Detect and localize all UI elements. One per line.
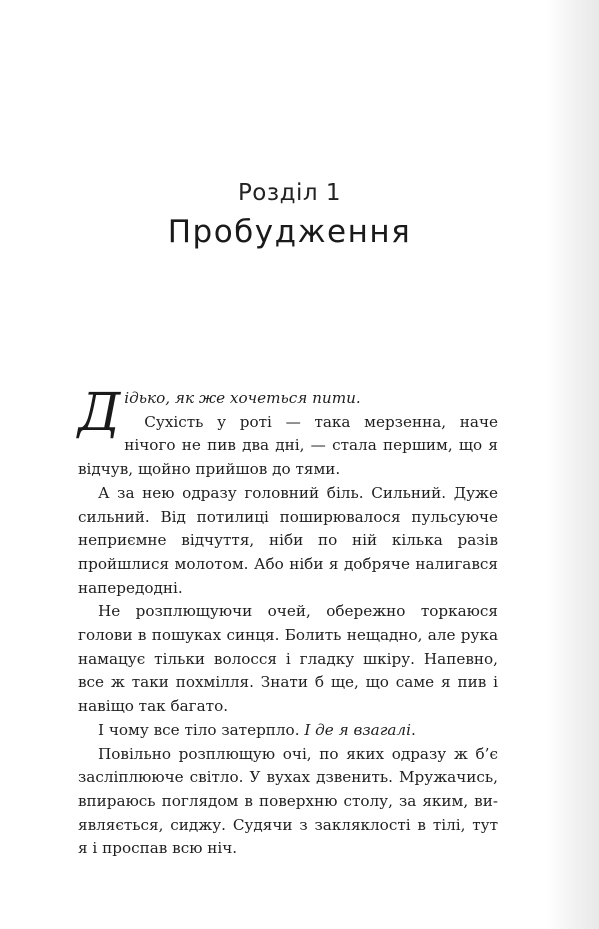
chapter-heading (0, 176, 579, 254)
paragraph-4 (78, 719, 498, 743)
opening-line-text: ідько, як же хочеться пити. (124, 389, 361, 407)
paragraph-4-text: І чому все тіло затерпло. (98, 720, 305, 739)
paragraph-2: А за нею одразу головний біль. Сильний. Дуже сильний. Від потилиці поширювалося пульсуюче неприємне відчуття, ніби по ній кілька разів пройшлися молотом. Або ніби я добряче налигався напередодні. (78, 483, 498, 597)
paragraph-5: Повільно розплющую очі, по яких одразу ж б’є засліплююче світло. У вухах дзвенить. Мружачись, впираюсь поглядом в поверхню столу, за яким, виявляється, сиджу. Судячи з закляклості в тілі, тут я і проспав всю ніч. (78, 744, 498, 858)
chapter-text (78, 383, 498, 861)
paragraph-4-italic: І де я взагалі (304, 720, 411, 739)
paragraph-4-end: . (410, 720, 416, 739)
opening-line (78, 383, 498, 443)
paragraph-1 (78, 411, 498, 482)
chapter-title: Пробудження (167, 214, 412, 250)
paragraph-1-text: Сухість у роті — така мерзенна, наче нічого не пив два дні, — стала першим, що я відчув, щойно прийшов до тями. (78, 412, 498, 479)
chapter-number: Розділ 1 (237, 180, 342, 206)
paragraph-3: Не розплющуючи очей, обережно торкаюся голови в пошуках синця. Болить нещадно, але рука намацує тільки волосся і гладку шкіру. Напевно, все ж таки похмілля. Знати б ще, що саме я пив і навіщо так багато. (78, 602, 498, 716)
drop-cap: Д (78, 383, 121, 443)
page-edge-shadow (547, 0, 599, 929)
